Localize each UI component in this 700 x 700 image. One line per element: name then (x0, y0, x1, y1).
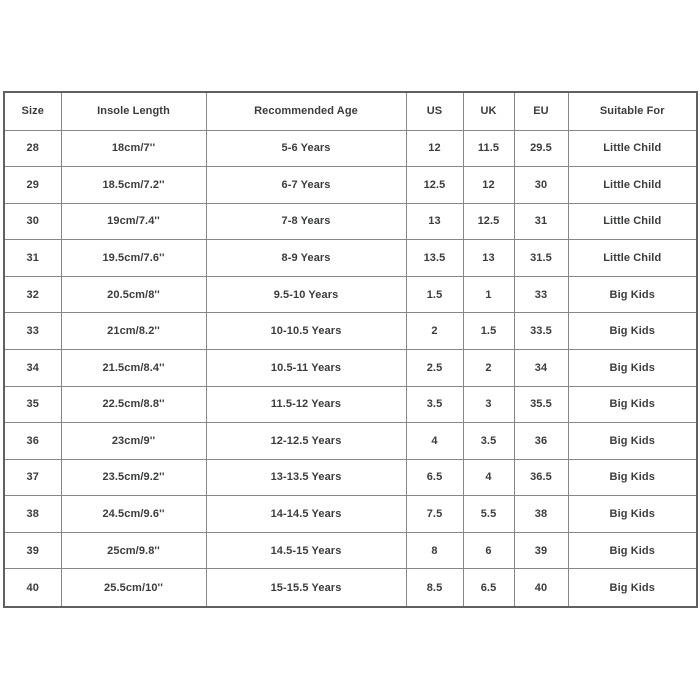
table-header-row (4, 92, 697, 130)
table-row (4, 569, 697, 607)
size-chart-table (3, 91, 698, 608)
table-row (4, 130, 697, 167)
table-cell: 23cm/9'' (61, 423, 206, 460)
table-cell: 6.5 (406, 459, 463, 496)
table-cell: Big Kids (568, 496, 697, 533)
size-table-body (4, 130, 697, 607)
table-cell: 31 (514, 203, 568, 240)
table-cell: 8 (406, 532, 463, 569)
table-cell: 39 (514, 532, 568, 569)
table-cell: 28 (4, 130, 61, 167)
table-cell: 40 (514, 569, 568, 607)
table-row (4, 386, 697, 423)
table-cell: Big Kids (568, 276, 697, 313)
table-cell: 30 (4, 203, 61, 240)
table-cell: Little Child (568, 167, 697, 204)
table-cell: 34 (514, 349, 568, 386)
table-cell: 22.5cm/8.8'' (61, 386, 206, 423)
table-cell: 10-10.5 Years (206, 313, 406, 350)
table-cell: 13-13.5 Years (206, 459, 406, 496)
column-header-uk: UK (463, 92, 514, 130)
table-cell: 2 (463, 349, 514, 386)
table-cell: 12.5 (406, 167, 463, 204)
table-cell: 38 (514, 496, 568, 533)
table-row (4, 423, 697, 460)
table-header (4, 92, 697, 130)
table-cell: 12 (406, 130, 463, 167)
table-cell: Big Kids (568, 349, 697, 386)
table-cell: 6-7 Years (206, 167, 406, 204)
table-cell: 2 (406, 313, 463, 350)
table-cell: 7-8 Years (206, 203, 406, 240)
table-cell: 33.5 (514, 313, 568, 350)
column-header-us: US (406, 92, 463, 130)
column-header-insole-length: Insole Length (61, 92, 206, 130)
table-cell: 13 (406, 203, 463, 240)
table-cell: 11.5-12 Years (206, 386, 406, 423)
table-row (4, 313, 697, 350)
table-cell: 5-6 Years (206, 130, 406, 167)
table-cell: 19cm/7.4'' (61, 203, 206, 240)
table-cell: 39 (4, 532, 61, 569)
table-cell: 7.5 (406, 496, 463, 533)
table-cell: 8-9 Years (206, 240, 406, 277)
table-cell: 5.5 (463, 496, 514, 533)
table-cell: 38 (4, 496, 61, 533)
table-cell: Little Child (568, 130, 697, 167)
table-cell: 12.5 (463, 203, 514, 240)
table-cell: Little Child (568, 203, 697, 240)
table-cell: 40 (4, 569, 61, 607)
table-cell: 21cm/8.2'' (61, 313, 206, 350)
table-cell: 18cm/7'' (61, 130, 206, 167)
table-cell: 1 (463, 276, 514, 313)
table-row (4, 459, 697, 496)
table-cell: 9.5-10 Years (206, 276, 406, 313)
table-cell: 29.5 (514, 130, 568, 167)
table-cell: Big Kids (568, 386, 697, 423)
table-cell: 30 (514, 167, 568, 204)
table-row (4, 349, 697, 386)
column-header-suitable-for: Suitable For (568, 92, 697, 130)
table-cell: Big Kids (568, 423, 697, 460)
table-cell: 10.5-11 Years (206, 349, 406, 386)
table-cell: 37 (4, 459, 61, 496)
table-cell: 13 (463, 240, 514, 277)
column-header-size: Size (4, 92, 61, 130)
table-cell: 33 (514, 276, 568, 313)
table-cell: 14.5-15 Years (206, 532, 406, 569)
table-cell: 4 (463, 459, 514, 496)
table-cell: 1.5 (406, 276, 463, 313)
table-cell: Big Kids (568, 569, 697, 607)
table-cell: 31.5 (514, 240, 568, 277)
table-cell: 11.5 (463, 130, 514, 167)
table-cell: 14-14.5 Years (206, 496, 406, 533)
table-cell: 36 (4, 423, 61, 460)
column-header-eu: EU (514, 92, 568, 130)
table-row (4, 240, 697, 277)
table-cell: Big Kids (568, 313, 697, 350)
table-cell: 21.5cm/8.4'' (61, 349, 206, 386)
column-header-recommended-age: Recommended Age (206, 92, 406, 130)
table-cell: 12 (463, 167, 514, 204)
table-cell: Big Kids (568, 459, 697, 496)
table-cell: Big Kids (568, 532, 697, 569)
table-cell: 25cm/9.8'' (61, 532, 206, 569)
table-cell: 4 (406, 423, 463, 460)
table-cell: 35 (4, 386, 61, 423)
table-cell: Little Child (568, 240, 697, 277)
table-cell: 36.5 (514, 459, 568, 496)
table-cell: 33 (4, 313, 61, 350)
table-cell: 3.5 (463, 423, 514, 460)
table-row (4, 203, 697, 240)
table-cell: 19.5cm/7.6'' (61, 240, 206, 277)
table-cell: 24.5cm/9.6'' (61, 496, 206, 533)
table-cell: 20.5cm/8'' (61, 276, 206, 313)
table-row (4, 532, 697, 569)
table-row (4, 276, 697, 313)
table-cell: 13.5 (406, 240, 463, 277)
table-cell: 29 (4, 167, 61, 204)
table-cell: 31 (4, 240, 61, 277)
table-cell: 1.5 (463, 313, 514, 350)
table-cell: 2.5 (406, 349, 463, 386)
table-cell: 23.5cm/9.2'' (61, 459, 206, 496)
table-cell: 18.5cm/7.2'' (61, 167, 206, 204)
table-cell: 3 (463, 386, 514, 423)
table-cell: 3.5 (406, 386, 463, 423)
table-cell: 25.5cm/10'' (61, 569, 206, 607)
table-cell: 35.5 (514, 386, 568, 423)
table-row (4, 167, 697, 204)
table-cell: 36 (514, 423, 568, 460)
table-cell: 6.5 (463, 569, 514, 607)
table-cell: 12-12.5 Years (206, 423, 406, 460)
table-cell: 15-15.5 Years (206, 569, 406, 607)
table-cell: 8.5 (406, 569, 463, 607)
table-row (4, 496, 697, 533)
table-cell: 6 (463, 532, 514, 569)
table-cell: 32 (4, 276, 61, 313)
table-cell: 34 (4, 349, 61, 386)
